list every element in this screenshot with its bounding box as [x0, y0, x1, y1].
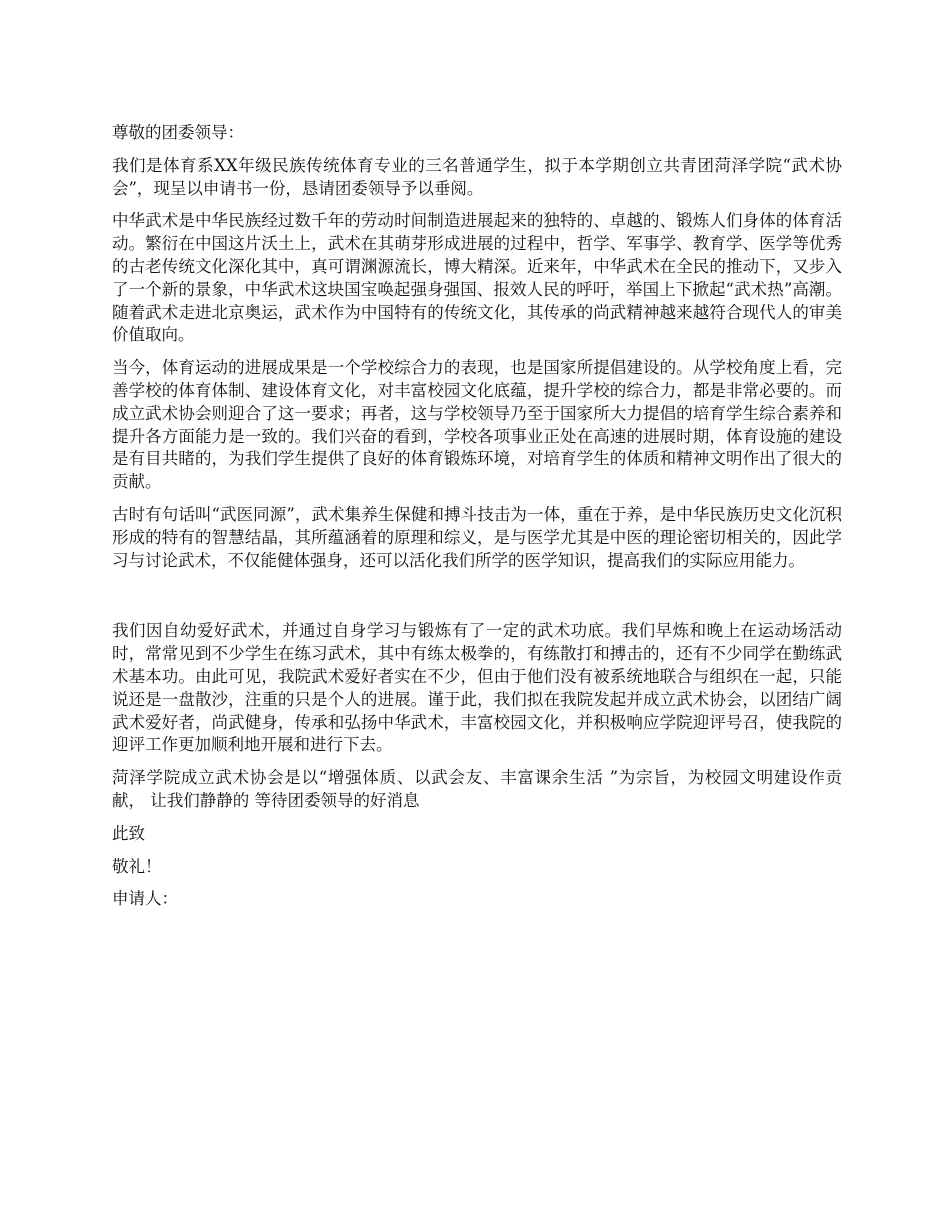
closing-line-1: 此致	[112, 823, 145, 843]
school-paragraph: 当今，体育运动的进展成果是一个学校综合力的表现，也是国家所提倡建设的。从学校角度上看，完善学校的体育体制、建设体育文化，对丰富校园文化底蕴，提升学校的综合力，都是非常必要的。而成立武术协会则迎合了这一要求；再者，这与学校领导乃至于国家所大力提倡的培育学生综合素养和提升各方面能力是一致的。我们兴奋的看到，学校各项事业正处在高速的进展时期，体育设施的建设是有目共睹的，为我们学生提供了良好的体育锻炼环境，对培育学生的体质和精神文明作出了很大的贡献。	[112, 358, 842, 492]
motivation-paragraph: 我们因自幼爱好武术，并通过自身学习与锻炼有了一定的武术功底。我们早炼和晚上在运动场活动时，常常见到不少学生在练习武术，其中有练太极拳的，有练散打和搏击的，还有不少同学在勤练武术基本功。由此可见，我院武术爱好者实在不少，但由于他们没有被系统地联合与组织在一起，只能说还是一盘散沙，注重的只是个人的进展。谨于此，我们拟在我院发起并成立武术协会，以团结广阔武术爱好者，尚武健身，传承和弘扬中华武术，丰富校园文化，并积极响应学院迎评号召，使我院的迎评工作更加顺利地开展和进行下去。	[112, 621, 842, 755]
letter-body	[112, 122, 842, 921]
intro-paragraph: 我们是体育系XX年级民族传统体育专业的三名普通学生，拟于本学期创立共青团菏泽学院“武术协会”，现呈以申请书一份，恳请团委领导予以垂阅。	[112, 155, 842, 198]
history-paragraph: 中华武术是中华民族经过数千年的劳动时间制造进展起来的独特的、卓越的、锻炼人们身体的体育活动。繁衍在中国这片沃土上，武术在其萌芽形成进展的过程中，哲学、军事学、教育学、医学等优秀的古老传统文化深化其中，真可谓渊源流长，博大精深。近来年，中华武术在全民的推动下，又步入了一个新的景象，中华武术这块国宝唤起强身强国、报效人民的呼吁，举国上下掀起“武术热”高潮。随着武术走进北京奥运，武术作为中国特有的传统文化，其传承的尚武精神越来越符合现代人的审美价值取向。	[112, 211, 842, 345]
medicine-paragraph: 古时有句话叫“武医同源”，武术集养生保健和搏斗技击为一体，重在于养，是中华民族历史文化沉积形成的特有的智慧结晶，其所蕴涵着的原理和综义，是与医学尤其是中医的理论密切相关的，因此学习与讨论武术，不仅能健体强身，还可以活化我们所学的医学知识，提高我们的实际应用能力。	[112, 504, 842, 570]
signature-line: 申请人：	[112, 889, 178, 909]
salutation: 尊敬的团委领导：	[112, 123, 244, 142]
closing-line-2: 敬礼！	[112, 856, 162, 876]
purpose-paragraph: 菏泽学院成立武术协会是以“增强体质、以武会友、丰富课余生活 ”为宗旨，为校园文明建设作贡献， 让我们静静的 等待团委领导的好消息	[112, 768, 842, 810]
paragraph-spacer	[112, 582, 842, 620]
